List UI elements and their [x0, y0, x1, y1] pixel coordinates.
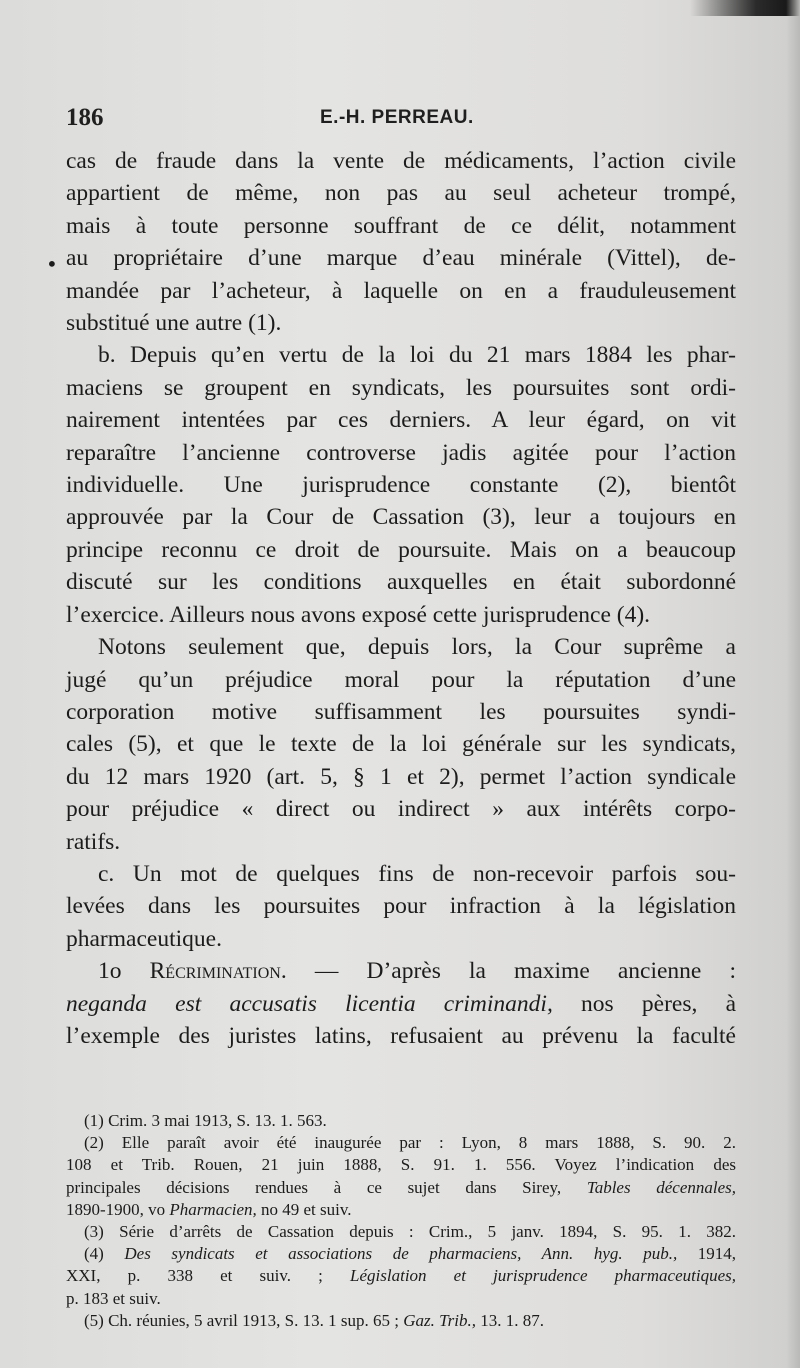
text-line: Notons seulement que, depuis lors, la Cour suprême a — [98, 634, 736, 661]
italic-ref: Gaz. Trib., — [403, 1310, 476, 1330]
footnote-5 — [66, 1310, 736, 1332]
main-text — [66, 145, 736, 1052]
text-line: mais à toute personne souffrant de ce délit, notamment — [66, 212, 736, 239]
section-text: — D’après la maxime ancienne : — [314, 958, 737, 985]
footnote-2-line — [66, 1199, 736, 1221]
text-line: cas de fraude dans la vente de médicaments, l’action civile — [66, 148, 736, 174]
page-edge — [786, 0, 800, 1368]
text-line: pour préjudice « direct ou indirect » aux intérêts corpo- — [66, 796, 736, 823]
text-line: maciens se groupent en syndicats, les poursuites sont ordi- — [66, 374, 736, 401]
text-line: discuté sur les conditions auxquelles en était subordonné — [66, 569, 736, 596]
text-line: individuelle. Une jurisprudence constante (2), bientôt — [66, 472, 736, 499]
section-number: 1o — [98, 958, 122, 985]
text-line: cales (5), et que le texte de la loi générale sur les syndicats, — [66, 731, 736, 758]
text-fragment: nos pères, à — [581, 990, 736, 1017]
scan-shadow — [690, 0, 800, 16]
footnote-2-line — [66, 1177, 736, 1199]
italic-ref: Pharmacien, — [169, 1199, 257, 1219]
text-line: approuvée par la Cour de Cassation (3), leur a toujours en — [66, 504, 736, 531]
text-line — [66, 988, 736, 1020]
text-line: principe reconnu ce droit de poursuite. Mais on a beaucoup — [66, 536, 736, 563]
footnote-3: (3) Série d’arrêts de Cassation depuis : Crim., 5 janv. 1894, S. 95. 1. 382. — [84, 1222, 736, 1242]
italic-ref: Des syndicats et associations de pharmaciens, Ann. hyg. pub., — [124, 1244, 678, 1264]
text-fragment: principales décisions rendues à ce sujet dans Sirey, — [66, 1177, 562, 1197]
page-number: 186 — [66, 104, 104, 131]
footnote-4-line: p. 183 et suiv. — [66, 1288, 161, 1308]
page-header — [66, 100, 736, 140]
text-fragment: no 49 et suiv. — [261, 1199, 352, 1219]
text-line: du 12 mars 1920 (art. 5, § 1 et 2), permet l’action syndicale — [66, 763, 736, 790]
footnote-2-line: 108 et Trib. Rouen, 21 juin 1888, S. 91. 1. 556. Voyez l’indication des — [66, 1155, 736, 1175]
text-line: levées dans les poursuites pour infraction à la législation — [66, 893, 736, 920]
footnote-4 — [66, 1243, 736, 1265]
margin-mark: • — [46, 252, 58, 276]
text-line: au propriétaire d’une marque d’eau minérale (Vittel), de- — [66, 245, 736, 272]
text-line: corporation motive suffisamment les poursuites syndi- — [66, 698, 736, 725]
italic-ref: Tables décennales, — [586, 1177, 737, 1197]
text-line: l’exercice. Ailleurs nous avons exposé cette jurisprudence (4). — [66, 601, 651, 628]
text-fragment: (4) — [84, 1244, 104, 1264]
running-head: E.-H. PERREAU. — [320, 107, 474, 128]
text-line: l’exemple des juristes latins, refusaient au prévenu la faculté — [66, 1022, 736, 1049]
footnotes — [66, 1110, 736, 1332]
footnote-4-line — [66, 1265, 736, 1287]
text-line: appartient de même, non pas au seul acheteur trompé, — [66, 180, 736, 207]
text-fragment: 1890-1900, vo — [66, 1199, 166, 1219]
text-fragment: 1914, — [697, 1244, 737, 1264]
latin-maxim: neganda est accusatis licentia criminandi, — [66, 990, 553, 1017]
text-fragment: XXI, p. 338 et suiv. ; — [66, 1266, 323, 1286]
footnote-2: (2) Elle paraît avoir été inaugurée par : Lyon, 8 mars 1888, S. 90. 2. — [84, 1133, 736, 1153]
footnote-1: (1) Crim. 3 mai 1913, S. 13. 1. 563. — [84, 1111, 327, 1130]
text-line: substitué une autre (1). — [66, 310, 282, 337]
text-fragment: (5) Ch. réunies, 5 avril 1913, S. 13. 1 sup. 65 ; — [84, 1310, 399, 1330]
text-line: jugé qu’un préjudice moral pour la réputation d’une — [66, 666, 736, 693]
text-line: reparaître l’ancienne controverse jadis agitée pour l’action — [66, 439, 736, 466]
text-fragment: 13. 1. 87. — [480, 1310, 544, 1330]
text-line: mandée par l’acheteur, à laquelle on en a frauduleusement — [66, 277, 736, 304]
text-line: c. Un mot de quelques fins de non-recevoir parfois sou- — [98, 860, 736, 887]
text-line: ratifs. — [66, 828, 121, 855]
text-line: pharmaceutique. — [66, 925, 222, 952]
italic-ref: Législation et jurisprudence pharmaceutiques, — [350, 1266, 736, 1286]
recrimination-heading-line — [66, 955, 736, 987]
text-line: nairement intentées par ces derniers. A leur égard, on vit — [66, 407, 736, 434]
section-heading: Récrimination. — [149, 958, 287, 985]
text-line: b. Depuis qu’en vertu de la loi du 21 mars 1884 les phar- — [98, 342, 736, 369]
